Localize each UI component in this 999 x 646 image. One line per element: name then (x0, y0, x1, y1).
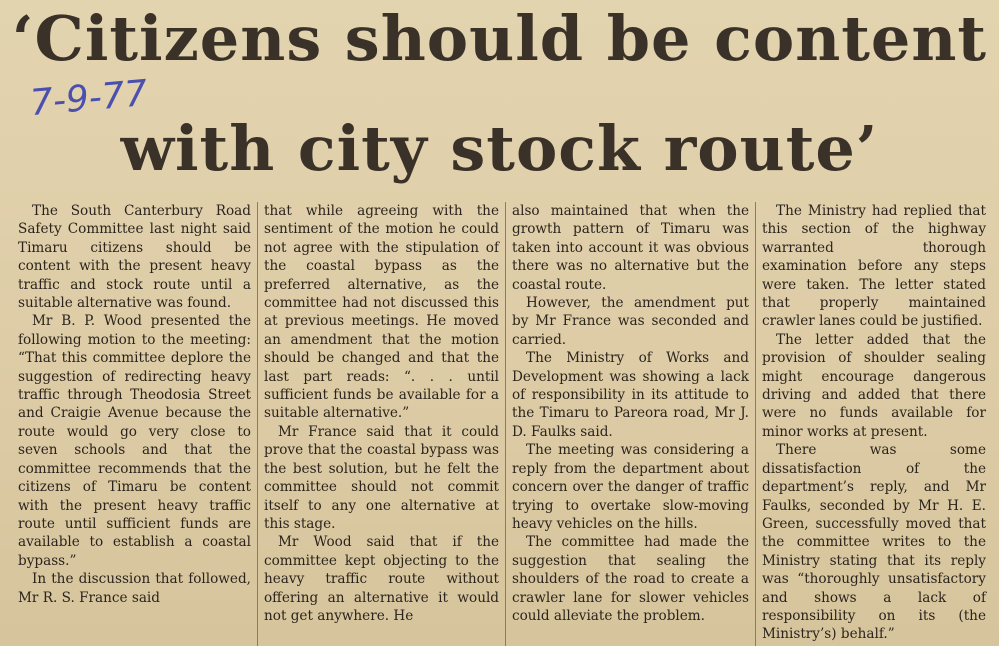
paragraph: In the discussion that followed, Mr R. S. France said (18, 571, 251, 606)
paragraph: The Ministry of Works and Development was showing a lack of responsibility in its attitude to the Timaru to Pareora road, Mr J. D. Faulks said. (512, 350, 749, 440)
headline-line-1: ‘Citizens should be content (11, 2, 988, 75)
paragraph: Mr Wood said that if the committee kept objecting to the heavy traffic route without offering an alternative it would not get anywhere. He (264, 534, 499, 624)
handwritten-date: 7-9-77 (28, 72, 150, 125)
paragraph: The committee had made the suggestion that sealing the shoulders of the road to create a crawler lane for slower vehicles could alleviate the problem. (512, 534, 749, 624)
headline-line-2: with city stock route’ (120, 112, 879, 185)
article-column-3 (505, 202, 755, 646)
paragraph: also maintained that when the growth pattern of Timaru was taken into account it was obvious there was no alternative but the coastal route. (512, 203, 749, 293)
paragraph: Mr B. P. Wood presented the following motion to the meeting: “That this committee deplore the suggestion of redirecting heavy traffic through Theodosia Street and Craigie Avenue because the route would go very close to seven schools and that the committee recommends that the citizens of Timaru be content with the present heavy traffic route until sufficient funds are available to establish a coastal bypass.” (18, 313, 251, 569)
paragraph: There was some dissatisfaction of the department’s reply, and Mr Faulks, seconded by Mr H. E. Green, successfully moved that the committee writes to the Ministry stating that its reply was “thoroughly unsatisfactory and shows a lack of responsibility on its (the Ministry’s) behalf.” (762, 442, 986, 643)
paragraph: The meeting was considering a reply from the department about concern over the danger of traffic trying to overtake slow-moving heavy vehicles on the hills. (512, 442, 749, 532)
paragraph: Mr France said that it could prove that the coastal bypass was the best solution, but he felt the committee should not commit itself to any one alternative at this stage. (264, 423, 499, 532)
article-column-1 (12, 202, 257, 646)
paragraph: However, the amendment put by Mr France was seconded and carried. (512, 295, 749, 348)
paragraph: The letter added that the provision of shoulder sealing might encourage dangerous driving and added that there were no funds available for minor works at present. (762, 331, 986, 440)
article-body (12, 202, 992, 646)
paragraph: that while agreeing with the sentiment of the motion he could not agree with the stipulation of the coastal bypass as the preferred alternative, as the committee had not discussed this at previous meetings. He moved an amendment that the motion should be changed and that the last part reads: “. . . until sufficient funds be available for a suitable alternative.” (264, 203, 499, 422)
paragraph: The Ministry had replied that this section of the highway warranted thorough examination before any steps were taken. The letter stated that properly maintained crawler lanes could be justified. (762, 203, 986, 330)
article-column-2 (257, 202, 505, 646)
article-column-4 (755, 202, 992, 646)
paragraph: The South Canterbury Road Safety Committee last night said Timaru citizens should be content with the present heavy traffic and stock route until a suitable alternative was found. (18, 203, 251, 312)
